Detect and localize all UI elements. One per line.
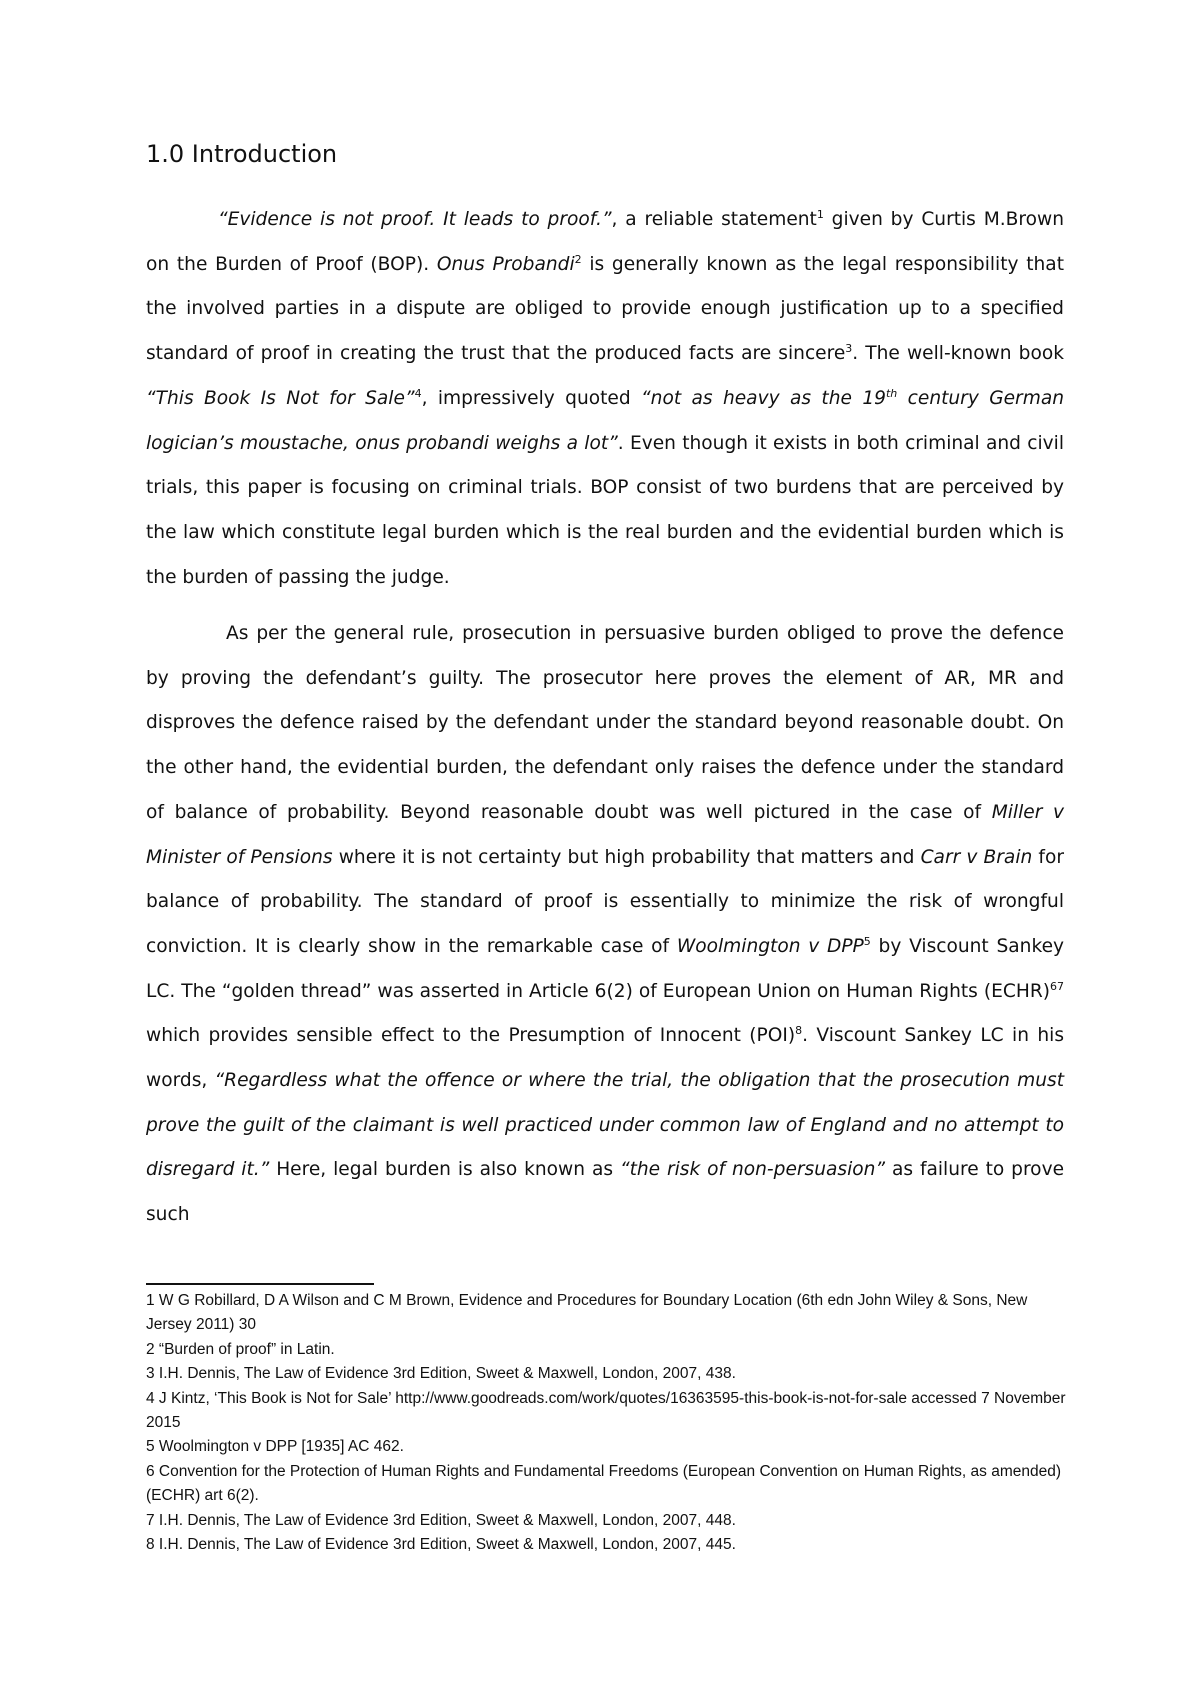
footnote-7: 7 I.H. Dennis, The Law of Evidence 3rd Edition, Sweet & Maxwell, London, 2007, 448. <box>146 1511 736 1529</box>
footnote-ref-1[interactable]: 1 <box>816 208 824 221</box>
footnote-1: 1 W G Robillard, D A Wilson and C M Brown, Evidence and Procedures for Boundary Location (6th edn John Wiley & Sons, New Jersey 2011) 30 <box>146 1292 1028 1334</box>
footnote-ref-2[interactable]: 2 <box>574 252 582 266</box>
legal-term: “the risk of non-persuasion” <box>619 1159 886 1181</box>
footnote-ref-3[interactable]: 3 <box>845 342 853 356</box>
footnote-ref-4[interactable]: 4 <box>414 386 422 400</box>
text: . Viscount Sankey LC in his words, <box>146 1025 1065 1092</box>
text: for balance of probability. The standard of proof is essentially to minimize the risk of wrongful conviction. It is clearly show in the remarkable case of <box>146 846 1064 957</box>
text: as failure to prove such <box>146 1159 1065 1226</box>
text: is generally known as the legal responsibility that the involved parties in a dispute are obliged to provide enough justification up to a specified standard of proof in creating the trust that the produced facts are sincere <box>146 253 1064 365</box>
footnote-5: 5 Woolmington v DPP [1935] AC 462. <box>146 1438 404 1456</box>
text: where it is not certainty but high probability that matters and <box>332 846 921 868</box>
text: “not as heavy as the 19 <box>641 387 886 409</box>
text: Here, legal burden is also known as <box>269 1159 620 1181</box>
text: by Viscount Sankey LC. The “golden thread” was asserted in Article 6(2) of European Union on Human Rights (ECHR) <box>146 935 1065 1002</box>
footnote-3: 3 I.H. Dennis, The Law of Evidence 3rd Edition, Sweet & Maxwell, London, 2007, 438. <box>146 1365 736 1383</box>
footnote-4: 4 J Kintz, ‘This Book is Not for Sale’ http://www.goodreads.com/work/quotes/16363595-this-book-is-not-for-sale accessed 7 November 2015 <box>146 1389 1066 1432</box>
text: As per the general rule, prosecution in persuasive burden obliged to prove the defence by proving the defendant’s guilty. The prosecutor here proves the element of AR, MR and disproves the defence raised by the defendant under the standard beyond reasonable doubt. On the other hand, the evidential burden, the defendant only raises the defence under the standard of balance of probability. Beyond reasonable doubt was well pictured in the case of <box>146 623 1064 823</box>
footnote-separator <box>146 1283 374 1285</box>
case-name: Woolmington v DPP <box>676 935 864 957</box>
footnote-ref-6-7[interactable]: 67 <box>1050 979 1064 993</box>
text: . Even though it exists in both criminal and civil trials, this paper is focusing on criminal trials. BOP consist of two burdens that are perceived by the law which constitute legal burden which is the real burden and the evidential burden which is the burden of passing the judge. <box>146 432 1064 588</box>
footnote-ref-8[interactable]: 8 <box>795 1024 803 1038</box>
text: which provides sensible effect to the Presumption of Innocent (POI) <box>146 1025 796 1047</box>
case-name: Miller v Minister of Pensions <box>146 801 1064 868</box>
opening-quote: “Evidence is not proof. It leads to proof.” <box>218 209 612 230</box>
text: , a reliable statement <box>611 209 817 230</box>
footnote-6: 6 Convention for the Protection of Human Rights and Fundamental Freedoms (European Convention on Human Rights, as amended) (ECHR) art 6(2). <box>146 1462 1062 1505</box>
text: century German logician’s moustache, onus probandi weighs a lot” <box>146 387 1064 454</box>
footnotes <box>146 1289 1066 1557</box>
book-title: “This Book Is Not for Sale” <box>146 387 415 409</box>
section-heading: 1.0 Introduction <box>146 140 338 168</box>
ordinal-suffix: th <box>885 386 898 400</box>
case-name: Carr v Brain <box>920 846 1033 868</box>
footnote-2: 2 “Burden of proof” in Latin. <box>146 1340 335 1358</box>
paragraph-1 <box>146 198 1064 600</box>
text: , impressively quoted <box>421 387 642 409</box>
paragraph-2 <box>146 612 1064 1238</box>
text: . The well-known book <box>852 343 1064 365</box>
text: given by Curtis M.Brown on the Burden of Proof (BOP). <box>146 209 1065 275</box>
judicial-quote: “Regardless what the offence or where the trial, the obligation that the prosecution must prove the guilt of the claimant is well practiced under common law of England and no attempt to disregard it.” <box>146 1070 1064 1181</box>
footnote-8: 8 I.H. Dennis, The Law of Evidence 3rd Edition, Sweet & Maxwell, London, 2007, 445. <box>146 1536 736 1554</box>
footnote-ref-5[interactable]: 5 <box>863 934 871 948</box>
latin-term: Onus Probandi <box>436 253 575 275</box>
